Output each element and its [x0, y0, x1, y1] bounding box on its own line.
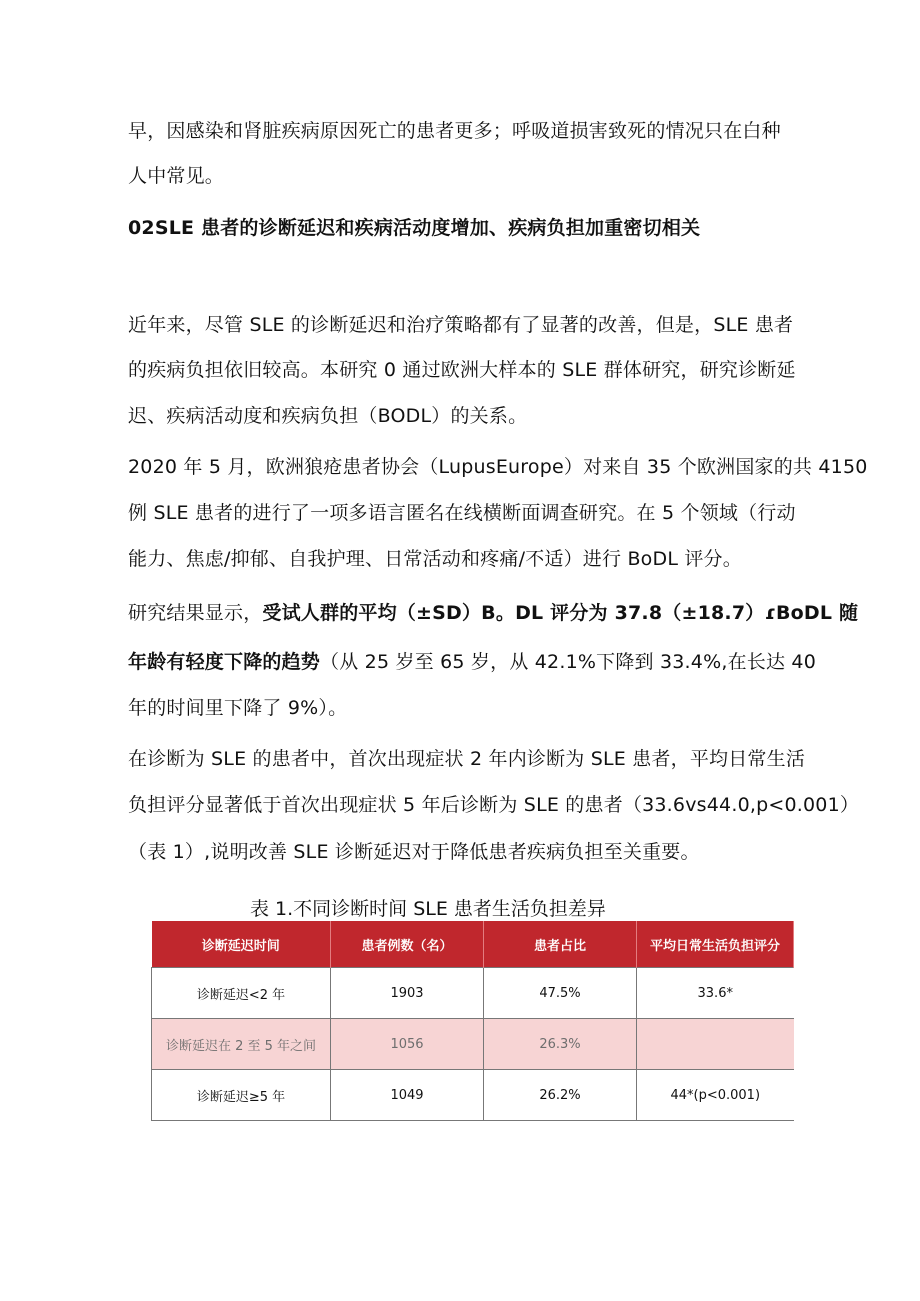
- bold-text-run: 受试人群的平均（±SD）B。DL 评分为 37.8（±18.7）: [262, 602, 765, 624]
- column-header: 诊断延迟时间: [152, 921, 331, 968]
- paragraph-line: [128, 648, 818, 676]
- table-cell: 44*(p<0.001): [637, 1070, 794, 1121]
- table-cell: 诊断延迟在 2 至 5 年之间: [152, 1019, 331, 1070]
- data-table: [151, 921, 794, 1121]
- column-header: 患者占比: [484, 921, 637, 968]
- paragraph-line: 在诊断为 SLE 的患者中，首次出现症状 2 年内诊断为 SLE 患者，平均日常生活: [128, 748, 806, 770]
- table-cell: 1056: [331, 1019, 484, 1070]
- table-header-row: [152, 921, 794, 968]
- paragraph-line: 2020 年 5 月，欧洲狼疮患者协会（LupusEurope）对来自 35 个欧洲国家的共 4150: [128, 456, 868, 478]
- paragraph-line: 迟、疾病活动度和疾病负担（BODL）的关系。: [128, 405, 528, 427]
- text-run: （从 25 岁至 65 岁，从 42.1%下降到 33.4%,在长达 40: [320, 651, 816, 673]
- paragraph-line: （表 1）,说明改善 SLE 诊断延迟对于降低患者疾病负担至关重要。: [128, 841, 700, 863]
- column-header: 患者例数（名）: [331, 921, 484, 968]
- section-heading: 02SLE 患者的诊断延迟和疾病活动度增加、疾病负担加重密切相关: [128, 217, 701, 239]
- table-row: [152, 1070, 794, 1121]
- paragraph-line: 早，因感染和肾脏疾病原因死亡的患者更多；呼吸道损害致死的情况只在白种: [128, 120, 781, 142]
- table-row: [152, 968, 794, 1019]
- paragraph-line: 年的时间里下降了 9%）。: [128, 697, 348, 719]
- table-cell: 1049: [331, 1070, 484, 1121]
- paragraph-line: 人中常见。: [128, 165, 225, 187]
- table-cell: 1903: [331, 968, 484, 1019]
- paragraph-line: 例 SLE 患者的进行了一项多语言匿名在线横断面调查研究。在 5 个领域（行动: [128, 502, 796, 524]
- bold-text-run: 年龄有轻度下降的趋势: [128, 651, 321, 673]
- table-cell: 33.6*: [637, 968, 794, 1019]
- table-caption: 表 1.不同诊断时间 SLE 患者生活负担差异: [250, 898, 606, 920]
- text-run: 研究结果显示，: [128, 602, 263, 624]
- table-row: [152, 1019, 794, 1070]
- paragraph-line: 能力、焦虑/抑郁、自我护理、日常活动和疼痛/不适）进行 BoDL 评分。: [128, 548, 742, 570]
- paragraph-line: 的疾病负担依旧较高。本研究 0 通过欧洲大样本的 SLE 群体研究，研究诊断延: [128, 359, 796, 381]
- paragraph-line: 负担评分显著低于首次出现症状 5 年后诊断为 SLE 的患者（33.6vs44.0,p<0.001）: [128, 794, 860, 816]
- table-cell: [637, 1019, 794, 1070]
- paragraph-line: [128, 599, 859, 627]
- bold-text-run: ɾBoDL 随: [764, 602, 859, 624]
- column-header: 平均日常生活负担评分: [637, 921, 794, 968]
- table-cell: 26.3%: [484, 1019, 637, 1070]
- table-cell: 47.5%: [484, 968, 637, 1019]
- table-cell: 诊断延迟≥5 年: [152, 1070, 331, 1121]
- paragraph-line: 近年来，尽管 SLE 的诊断延迟和治疗策略都有了显著的改善，但是，SLE 患者: [128, 314, 794, 336]
- table-cell: 26.2%: [484, 1070, 637, 1121]
- table-cell: 诊断延迟<2 年: [152, 968, 331, 1019]
